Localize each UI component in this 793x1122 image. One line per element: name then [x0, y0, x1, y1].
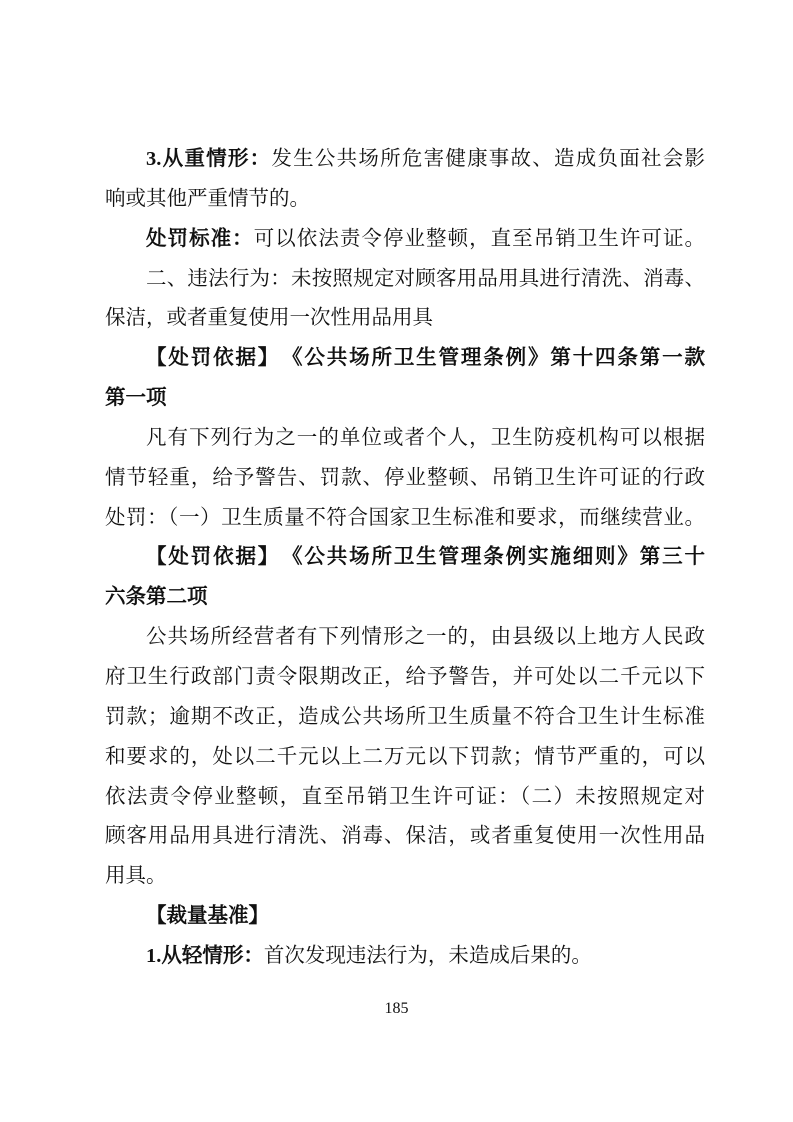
bold-text-segment: 六条第二项 — [105, 586, 208, 609]
text-line — [105, 857, 705, 897]
text-segment: 罚款；逾期不改正，造成公共场所卫生质量不符合卫生计生标准 — [105, 705, 705, 728]
bold-text-segment: 【裁量基准】 — [146, 905, 269, 928]
text-line — [105, 897, 705, 937]
text-segment: 情节轻重，给予警告、罚款、停业整顿、吊销卫生许可证的行政 — [105, 466, 705, 489]
text-segment: 发生公共场所危害健康事故、造成负面社会影 — [271, 148, 706, 170]
bold-text-segment: 【处罚依据】 《公共场所卫生管理条例》第十四条第一款 — [146, 347, 705, 370]
text-line — [105, 339, 705, 379]
text-segment: 公共场所经营者有下列情形之一的，由县级以上地方人民政 — [146, 626, 705, 649]
page-number: 185 — [384, 1000, 409, 1017]
text-line — [105, 459, 705, 499]
text-line — [105, 578, 705, 618]
bold-text-segment: 【处罚依据】 《公共场所卫生管理条例实施细则》第三十 — [146, 546, 705, 569]
text-line — [105, 538, 705, 578]
text-line — [105, 698, 705, 738]
text-line — [105, 817, 705, 857]
text-segment: 凡有下列行为之一的单位或者个人，卫生防疫机构可以根据 — [146, 426, 705, 449]
text-line — [105, 419, 705, 459]
text-line — [105, 260, 705, 300]
text-line — [105, 499, 705, 539]
bold-text-segment: 1.从轻情形： — [146, 944, 264, 967]
text-segment: 和要求的，处以二千元以上二万元以下罚款；情节严重的，可以 — [105, 745, 705, 768]
text-segment: 二、违法行为：未按照规定对顾客用品用具进行清洗、消毒、 — [146, 267, 705, 290]
text-line — [105, 299, 705, 339]
text-line — [105, 778, 705, 818]
text-segment: 依法责令停业整顿，直至吊销卫生许可证：（二）未按照规定对 — [105, 785, 705, 808]
text-line — [105, 140, 705, 180]
text-segment: 可以依法责令停业整顿，直至吊销卫生许可证。 — [253, 227, 706, 250]
text-segment: 用具。 — [105, 865, 167, 888]
text-line — [105, 379, 705, 419]
text-line — [105, 937, 705, 977]
text-segment: 处罚：（一）卫生质量不符合国家卫生标准和要求，而继续营业。 — [105, 506, 705, 529]
bold-text-segment: 第一项 — [105, 387, 167, 410]
bold-text-segment: 处罚标准： — [146, 227, 254, 250]
text-segment: 首次发现违法行为，未造成后果的。 — [263, 944, 592, 967]
text-line — [105, 618, 705, 658]
text-segment: 响或其他严重情节的。 — [105, 187, 310, 210]
text-line — [105, 220, 705, 260]
text-line — [105, 180, 705, 220]
text-segment: 顾客用品用具进行清洗、消毒、保洁，或者重复使用一次性用品 — [105, 825, 705, 848]
document-body — [105, 140, 705, 977]
text-segment: 府卫生行政部门责令限期改正，给予警告，并可处以二千元以下 — [105, 665, 705, 688]
text-line — [105, 658, 705, 698]
bold-text-segment: 3.从重情形： — [146, 148, 272, 170]
text-segment: 保洁，或者重复使用一次性用品用具 — [105, 307, 433, 330]
text-line — [105, 738, 705, 778]
